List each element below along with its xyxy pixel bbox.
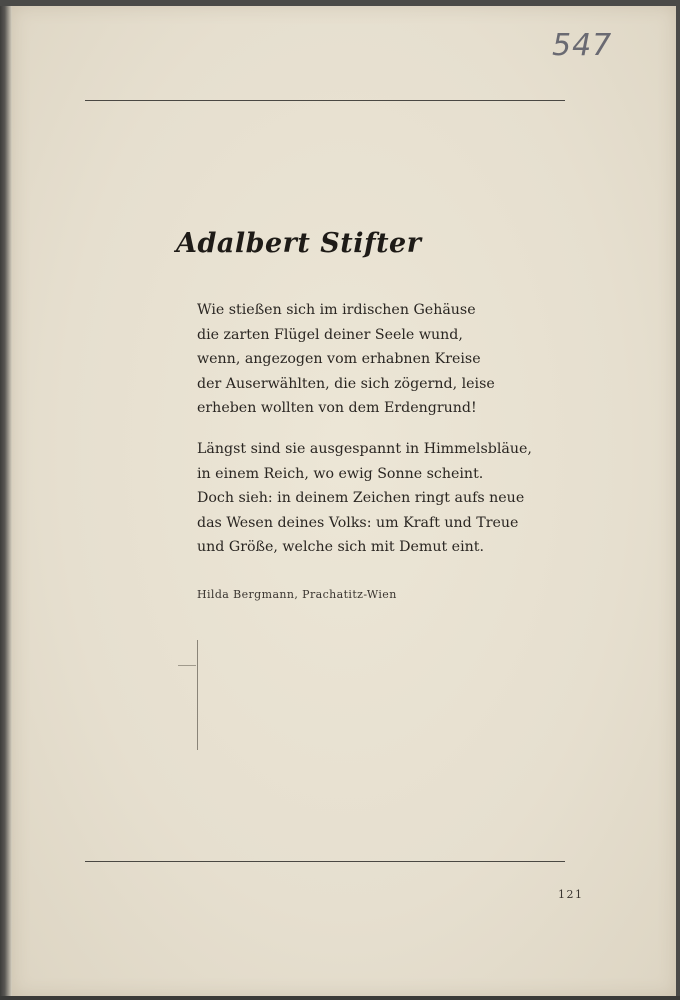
verse-line: wenn, angezogen vom erhabnen Kreise xyxy=(197,351,481,367)
book-spine xyxy=(0,6,12,996)
verse-line: und Größe, welche sich mit Demut eint. xyxy=(197,539,484,555)
stanza-2 xyxy=(197,437,577,560)
author-credit: Hilda Bergmann, Prachatitz-Wien xyxy=(197,588,397,601)
scan-border xyxy=(0,996,680,1000)
margin-mark xyxy=(197,640,198,750)
verse-line: das Wesen deines Volks: um Kraft und Treue xyxy=(197,514,519,531)
verse-line: die zarten Flügel deiner Seele wund, xyxy=(197,326,463,343)
verse-line: Doch sieh: in deinem Zeichen ringt aufs neue xyxy=(197,490,525,506)
verse-line: Längst sind sie ausgespannt in Himmelsbläue, xyxy=(197,441,532,457)
verse-line: der Auserwählten, die sich zögernd, leise xyxy=(197,375,495,392)
stanza-1 xyxy=(197,298,577,421)
archive-number: 547 xyxy=(552,28,613,63)
top-rule xyxy=(85,100,565,101)
margin-tick xyxy=(178,665,196,666)
verse-line: Wie stießen sich im irdischen Gehäuse xyxy=(197,302,476,318)
bottom-rule xyxy=(85,861,565,862)
poem-title: Adalbert Stifter xyxy=(176,228,422,259)
page-number: 121 xyxy=(558,888,584,901)
verse-line: erheben wollten von dem Erdengrund! xyxy=(197,400,477,416)
verse-line: in einem Reich, wo ewig Sonne scheint. xyxy=(197,465,484,482)
